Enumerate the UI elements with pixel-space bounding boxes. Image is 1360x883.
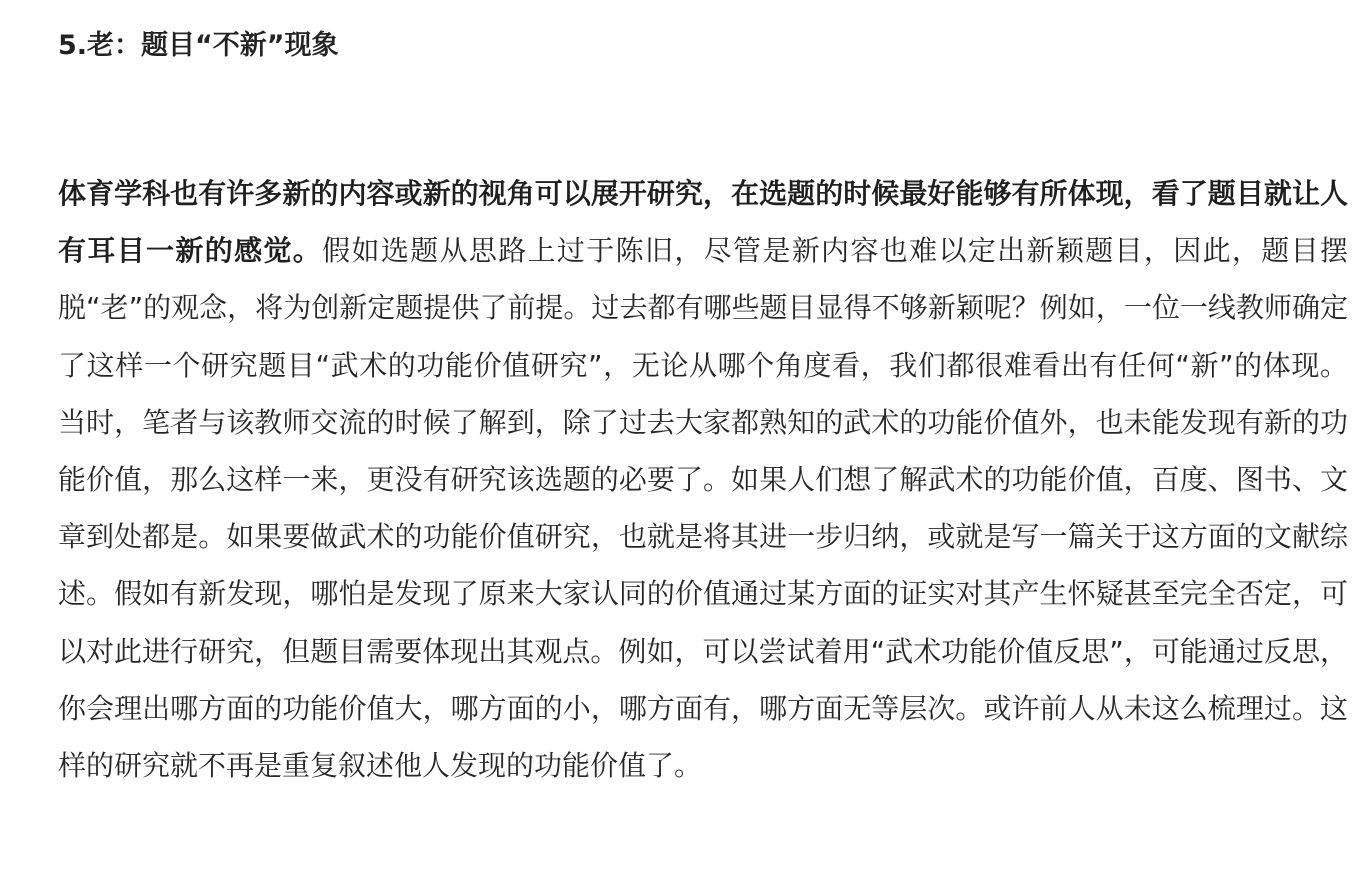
section-heading: 5.老：题目“不新”现象 (58, 30, 339, 61)
paragraph-lead-bold: 体育学科也有许多新的内容或新的视角可以展开研究，在选题的时候最好能够有所体现，看了题目就让人有耳目一新的感觉。 (58, 177, 1348, 268)
paragraph-body: 假如选题从思路上过于陈旧，尽管是新内容也难以定出新颖题目，因此，题目摆脱“老”的观念，将为创新定题提供了前提。过去都有哪些题目显得不够新颖呢？例如，一位一线教师确定了这样一个研究题目“武术的功能价值研究”，无论从哪个角度看，我们都很难看出有任何“新”的体现。当时，笔者与该教师交流的时候了解到，除了过去大家都熟知的武术的功能价值外，也未能发现有新的功能价值，那么这样一来，更没有研究该选题的必要了。如果人们想了解武术的功能价值，百度、图书、文章到处都是。如果要做武术的功能价值研究，也就是将其进一步归纳，或就是写一篇关于这方面的文献综述。假如有新发现，哪怕是发现了原来大家认同的价值通过某方面的证实对其产生怀疑甚至完全否定，可以对此进行研究，但题目需要体现出其观点。例如，可以尝试着用“武术功能价值反思”，可能通过反思，你会理出哪方面的功能价值大，哪方面的小，哪方面有，哪方面无等层次。或许前人从未这么梳理过。这样的研究就不再是重复叙述他人发现的功能价值了。 (58, 234, 1348, 783)
article (58, 22, 1348, 783)
article-paragraph (58, 165, 1348, 794)
